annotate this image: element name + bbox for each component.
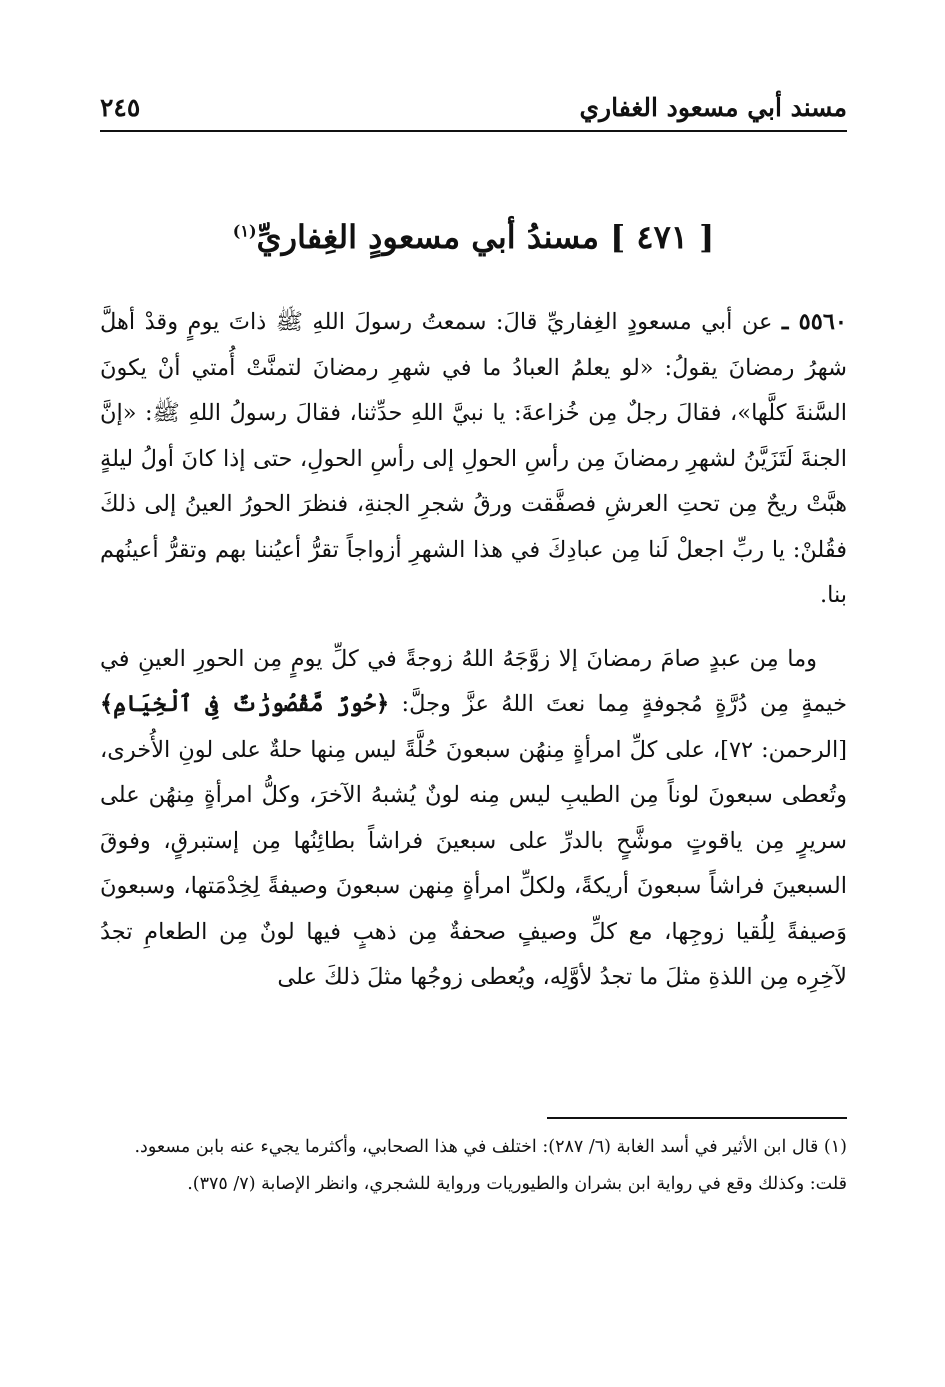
footnote-1: (١) قال ابن الأثير في أسد الغابة (٦/ ٢٨٧): اختلف في هذا الصحابي، وأكثرما يجيء عنه بابن مسعود. [134,1137,847,1157]
paragraph-2 [100,637,847,1001]
paragraph-2-start: وما مِن عبدٍ صامَ رمضانَ إلا زوَّجَهُ اللهُ زوجةً في كلِّ يومٍ مِن الحورِ العينِ في خيمةٍ مِن دُرَّةٍ مُجوفةٍ مِما نعتَ اللهُ عزَّ وجلَّ: [100,645,848,717]
paragraph-1 [100,300,847,619]
header-rule [100,130,847,132]
footnote-rule [547,1117,847,1119]
section-title [100,218,847,256]
main-text [100,300,847,1001]
quran-verse: ﴿حُورٌ مَّقْصُورَٰتٌ فِى ٱلْخِيَامِ﴾ [100,691,390,717]
page-number: ٢٤٥ [100,93,141,122]
section-title-text: [ ٤٧١ ] مسندُ أبي مسعودٍ الغِفاريِّ [256,218,715,256]
footnote-marker: (١) [232,221,257,241]
paragraph-2-rest: [الرحمن: ٧٢]، على كلِّ امرأةٍ مِنهُن سبعونَ حُلَّةً ليس مِنها حلةٌ على لونِ الأُخرى، وتُعطى سبعونَ لوناً مِن الطيبِ ليس مِنه لونٌ يُشبهُ الآخرَ، وكلُّ امرأةٍ مِنهُن على سريرٍ مِن ياقوتٍ موشَّحٍ بالدرِّ على سبعينَ فراشاً بطائِنُها مِن إستبرقٍ، وفوقَ السبعينَ فراشاً سبعونَ أريكةً، ولكلِّ امرأةٍ مِنهن سبعونَ وصيفةً لِخِدْمَتها، وسبعونَ وَصيفةً لِلُقيا زوجِها، مع كلِّ وصيفٍ صحفةٌ مِن ذهبٍ فيها لونٌ مِن الطعامِ تجدُ لآخِرِه مِن اللذةِ مثلَ ما تجدُ لأوَّلِه، ويُعطى زوجُها مثلَ ذلكَ على [100,736,848,990]
hadith-number: ٥٥٦٠ ـ [781,309,847,335]
footnotes [100,1130,847,1202]
running-header [100,82,847,122]
footnote-1-continuation: قلت: وكذلك وقع في رواية ابن بشران والطيوريات ورواية للشجري، وانظر الإصابة (٧/ ٣٧٥). [187,1174,847,1194]
paragraph-1-text: عن أبي مسعودٍ الغِفاريِّ قالَ: سمعتُ رسولَ اللهِ ﷺ ذاتَ يومٍ وقدْ أهلَّ شهرُ رمضانَ يقولُ: «لو يعلمُ العبادُ ما في شهرِ رمضانَ لتمنَّتْ أُمتي أنْ يكونَ السَّنةَ كلَّها»، فقالَ رجلٌ مِن خُزاعةَ: يا نبيَّ اللهِ حدِّثنا، فقالَ رسولُ اللهِ ﷺ: «إنَّ الجنةَ لَتَزَيَّنُ لشهرِ رمضانَ مِن رأسِ الحولِ إلى رأسِ الحولِ، حتى إذا كانَ أولُ ليلةٍ هبَّتْ ريحٌ مِن تحتِ العرشِ فصفَّقت ورقُ شجرِ الجنةِ، فنظرَ الحورُ العينُ إلى ذلكَ فقُلنْ: يا ربِّ اجعلْ لَنا مِن عبادِكَ في هذا الشهرِ أزواجاً تقرُّ أعيُننا بهم وتقرُّ أعينُهم بنا. [100,309,847,608]
running-title: مسند أبي مسعود الغفاري [579,93,847,122]
